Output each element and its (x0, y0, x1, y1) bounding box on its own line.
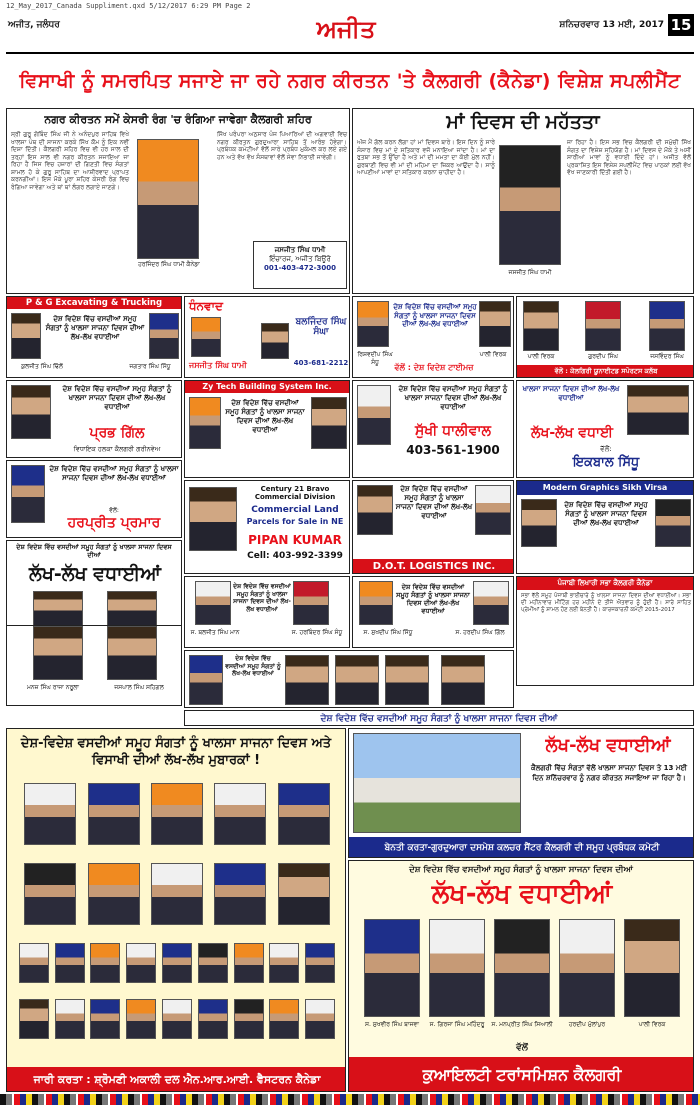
header-date: ਸ਼ਨਿਚਰਵਾਰ 13 ਮਈ, 2017 (559, 20, 664, 30)
ad-greeting: ਖਾਲਸਾ ਸਾਜਨਾ ਦਿਵਸ ਦੀਆਂ ਲੱਖ-ਲੱਖ ਵਧਾਈਆਂ (522, 385, 620, 402)
header-left-text: ਅਜੀਤ, ਜਲੰਧਰ (8, 20, 60, 30)
person-name: ਪਾਲੀ ਵਿਰਕ (638, 1021, 666, 1028)
member-photo (19, 943, 49, 983)
ad-dhanvad-name: ਜਸਜੀਤ ਸਿੰਘ ਧਾਮੀ (189, 361, 247, 370)
ad-role: ਵਿਧਾਇਕ ਹਲਕਾ ਕੈਲਗਰੀ ਗਰੀਨਵੇਅ (73, 445, 161, 453)
member-photo (305, 999, 335, 1039)
person-photo (11, 385, 51, 439)
ad-from: ਵੱਲੋਂ : ਦੇਸ਼ ਵਿਦੇਸ਼ ਟਾਈਮਜ਼ (394, 363, 474, 372)
ad-right-name: ਬਲਜਿੰਦਰ ਸਿੰਘ ਸੰਘਾ (295, 317, 347, 337)
article2-body-col1: ਅੱਜ ਮੈਂ ਗੱਲ ਕਰਨ ਲੱਗਾ ਹਾਂ ਮਾਂ ਦਿਵਸ ਬਾਰੇ। ਇਸ ਦਿਨ ਨੂੰ ਸਾਰੇ ਸੰਸਾਰ ਵਿਚ ਮਾਂ ਦੇ ਸਤਿਕਾਰ ਵਜੋਂ ਮਨਾਇਆ ਜਾਂਦਾ ਹੈ। ਮਾਂ ਦਾ ਰੁਤਬਾ ਸਭ ਤੋਂ ਉੱਚਾ ਹੈ ਅਤੇ ਮਾਂ ਦੀ ਮਮਤਾ ਦਾ ਕੋਈ ਮੁੱਲ ਨਹੀਂ। ਗੁਰਬਾਣੀ ਵਿਚ ਵੀ ਮਾਂ ਦੀ ਮਹਿਮਾ ਦਾ ਜ਼ਿਕਰ ਆਉਂਦਾ ਹੈ। ਸਾਨੂੰ ਆਪਣੀਆਂ ਮਾਵਾਂ ਦਾ ਸਤਿਕਾਰ ਕਰਨਾ ਚਾਹੀਦਾ ਹੈ। (357, 139, 495, 176)
ad-footer: ਬੇਨਤੀ ਕਰਤਾ-ਗੁਰਦੁਆਰਾ ਦਸਮੇਸ਼ ਕਲਚਰ ਸੈਂਟਰ ਕੈਲਗਰੀ ਦੀ ਸਮੂਹ ਪ੍ਰਬੰਧਕ ਕਮੇਟੀ (349, 837, 694, 858)
ad-pg-excavating (6, 296, 182, 378)
person-photo (261, 323, 289, 359)
ad-greeting: ਦੇਸ਼ ਵਿਦੇਸ਼ ਵਿੱਚ ਵਸਦੀਆਂ ਸਮੂਹ ਸੰਗਤਾਂ ਨੂੰ ਖਾਲਸਾ ਸਾਜਨਾ ਦਿਵਸ ਦੀਆਂ ਲੱਖ-ਲੱਖ ਵਧਾਈਆਂ (393, 303, 477, 328)
member-photo (19, 999, 49, 1039)
member-photo (234, 999, 264, 1039)
ad-title: Modern Graphics Sikh Virsa (517, 481, 693, 495)
ad-from: ਵੱਲੋਂ : ਕੇਲਗਿਰੀ ਯੂਨਾਈਟਡ ਸਪੋਰਟਸ ਕਲੱਬ (517, 365, 694, 378)
person-photo (33, 591, 83, 626)
ad-sukhi-dhaliwal (352, 380, 514, 478)
member-photo (269, 943, 299, 983)
member-photo (90, 943, 120, 983)
member-photo (198, 999, 228, 1039)
member-photo (162, 943, 192, 983)
ad-footer: ਕੁਆਇਲਟੀ ਟਰਾਂਸਮਿਸ਼ਨ ਕੈਲਗਰੀ (349, 1057, 694, 1092)
ad-sports-club (516, 296, 694, 378)
member-photo (55, 943, 85, 983)
ad-body-text: ਸਭਾ ਵੱਲੋਂ ਸਮੂਹ ਪੰਜਾਬੀ ਭਾਈਚਾਰੇ ਨੂੰ ਖਾਲਸਾ ਸਾਜਨਾ ਦਿਵਸ ਦੀਆਂ ਵਧਾਈਆਂ। ਸਭਾ ਦੀ ਮਹੀਨਾਵਾਰ ਮੀਟਿੰਗ ਹਰ ਮਹੀਨੇ ਦੇ ਤੀਜੇ ਐਤਵਾਰ ਨੂੰ ਹੁੰਦੀ ਹੈ। ਸਾਰੇ ਸਾਹਿਤ ਪ੍ਰੇਮੀਆਂ ਨੂੰ ਸ਼ਾਮਲ ਹੋਣ ਲਈ ਬੇਨਤੀ ਹੈ। ਕਾਰਜਕਾਰਨੀ ਕਮੇਟੀ 2015-2017 (521, 593, 691, 613)
ad-greeting: ਦੇਸ਼ ਵਿਦੇਸ਼ ਵਿੱਚ ਵਸਦੀਆਂ ਸਮੂਹ ਸੰਗਤਾਂ ਨੂੰ ਖਾਲਸਾ ਸਾਜਨਾ ਦਿਵਸ ਦੀਆਂ ਲੱਖ-ਲੱਖ ਵਧਾਈਆਂ (233, 583, 291, 613)
member-photo (162, 999, 192, 1039)
ad-des-videsh-times (352, 296, 514, 378)
person-name: ਪਾਲੀ ਵਿਰਕ (527, 353, 555, 360)
person-photo (285, 655, 329, 705)
person-photo (191, 317, 221, 357)
member-photo (126, 943, 156, 983)
member-photo (24, 863, 76, 925)
person-photo (627, 385, 689, 435)
ad-greeting: ਦੇਸ਼ ਵਿਦੇਸ਼ ਵਿੱਚ ਵਸਦੀਆਂ ਸਮੂਹ ਸੰਗਤਾਂ ਨੂੰ ਖਾਲਸਾ ਸਾਜਨਾ ਦਿਵਸ ਦੀਆਂ ਲੱਖ-ਲੱਖ ਵਧਾਈਆਂ (564, 501, 648, 527)
article-mothers-day (352, 108, 694, 294)
quality-photo-row (355, 919, 689, 1039)
person-photo (357, 485, 393, 535)
article2-photo-caption: ਜਸਜੀਤ ਸਿੰਘ ਧਾਮੀ (508, 269, 552, 276)
person-photo (357, 385, 391, 445)
ad-title: Zy Tech Building System Inc. (185, 381, 349, 393)
member-photo (198, 943, 228, 983)
ad-name: ਹਰਪ੍ਰੀਤ ਪ੍ਰਮਾਰ (67, 515, 161, 531)
person-photo (293, 581, 329, 625)
ad-name: PIPAN KUMAR (248, 533, 342, 547)
person-photo (559, 919, 615, 1017)
person-name: ਮਨਜ਼ ਸਿੰਘ ਰਾਜਾ ਨਰੂਲਾ (26, 684, 80, 691)
ad-phone: Cell: 403-992-3399 (247, 551, 343, 561)
ad-big-title: ਲੱਖ-ਲੱਖ ਵਧਾਈਆਂ (545, 735, 671, 756)
person-photo (494, 919, 550, 1017)
author-role: ਇੰਚਾਰਜ, ਅਜੀਤ ਬਿਊਰੋ (269, 255, 331, 263)
ad-title: P & G Excavating & Trucking (7, 297, 181, 309)
ad-big-wish: ਲੱਖ-ਲੱਖ ਵਧਾਈ (531, 425, 613, 441)
gurdwara-photo (353, 733, 521, 833)
page-header (6, 14, 694, 54)
ad-greeting: ਦੇਸ਼ ਵਿਦੇਸ਼ ਵਿੱਚ ਵਸਦੀਆਂ ਸਮੂਹ ਸੰਗਤਾਂ ਨੂੰ ਖਾਲਸਾ ਸਾਜਨਾ ਦਿਵਸ ਦੀਆਂ ਲੱਖ-ਲੱਖ ਵਧਾਈਆਂ (395, 485, 473, 520)
ad-line: Parcels for Sale in NE (246, 517, 344, 526)
person-name: ਰਿਸ਼ਵਦੀਪ ਸਿੰਘ ਸੰਧੂ (357, 351, 393, 366)
person-name: ਸ. ਹਰਬਿੰਦਰ ਸਿੰਘ ਸੰਧੂ (291, 629, 343, 636)
person-photo (624, 919, 680, 1017)
ad-from: ਵੱਲੋਂ: (109, 507, 119, 514)
person-photo (149, 313, 179, 359)
ad-footer: ਜਾਰੀ ਕਰਤਾ : ਸ਼੍ਰੋਮਣੀ ਅਕਾਲੀ ਦਲ ਐਨ.ਆਰ.ਆਈ. ਵੈਸਟਰਨ ਕੈਨੇਡਾ (7, 1067, 346, 1092)
author-box (253, 241, 347, 289)
ad-greeting: ਦੇਸ਼ ਵਿਦੇਸ਼ ਵਿੱਚ ਵਸਦੀਆਂ ਸਮੂਹ ਸੰਗਤਾਂ ਨੂੰ ਖਾਲਸਾ ਸਾਜਨਾ ਦਿਵਸ ਦੀਆਂ ਲੱਖ-ਲੱਖ ਵਧਾਈਆਂ (396, 583, 470, 615)
person-photo (655, 499, 691, 547)
ad-name: ਪ੍ਰਭ ਗਿੱਲ (89, 425, 145, 441)
member-photo (234, 943, 264, 983)
member-photo (214, 783, 266, 845)
author-phone: 001-403-472-3000 (263, 264, 337, 272)
person-name: ਸ. ਮਨਪ੍ਰੀਤ ਸਿੰਘ ਸਿਆਲੀ (491, 1021, 553, 1028)
person-photo (479, 301, 511, 347)
member-photo (305, 943, 335, 983)
person-name: ਗੁਰਦੀਪ ਸਿੰਘ (588, 353, 618, 360)
article2-title: ਮਾਂ ਦਿਵਸ ਦੀ ਮਹੱਤਤਾ (446, 111, 600, 133)
member-photo (278, 783, 330, 845)
person-photo (11, 313, 41, 359)
ad-phone: 403-681-2212 (293, 359, 349, 367)
person-photo (33, 626, 83, 680)
ad-dot-logistics (352, 480, 514, 574)
ad-title: ਪੰਜਾਬੀ ਲਿਖਾਰੀ ਸਭਾ ਕੈਲਗਰੀ ਕੈਨੇਡਾ (517, 577, 693, 590)
person-photo (473, 581, 509, 625)
person-photo (11, 465, 45, 523)
person-name: ਸ. ਗਿਰਜਾ ਸਿੰਘ ਮਹਿੰਦਰੂ (429, 1021, 485, 1028)
person-photo (521, 499, 557, 547)
person-photo (649, 301, 685, 351)
ad-big-title: ਲੱਖ-ਲੱਖ ਵਧਾਈਆਂ (29, 563, 161, 585)
ad-punjabi-likhari-sabha (516, 576, 694, 686)
person-photo (357, 301, 389, 347)
person-name: ਕੁਲਜੀਤ ਸਿੰਘ ਢਿੱਲੋਂ (21, 363, 63, 370)
article-body-col1: ਸ੍ਰੀ ਗੁਰੂ ਗੋਬਿੰਦ ਸਿੰਘ ਜੀ ਨੇ ਅਨੰਦਪੁਰ ਸਾਹਿਬ ਵਿਖੇ ਖਾਲਸਾ ਪੰਥ ਦੀ ਸਾਜਨਾ ਕਰਕੇ ਸਿੱਖ ਕੌਮ ਨੂੰ ਇਕ ਨਵੀਂ ਦਿਸ਼ਾ ਦਿੱਤੀ। ਕੈਲਗਰੀ ਸ਼ਹਿਰ ਵਿਚ ਵੀ ਹਰ ਸਾਲ ਦੀ ਤਰ੍ਹਾਂ ਇਸ ਸਾਲ ਵੀ ਨਗਰ ਕੀਰਤਨ ਸਜਾਇਆ ਜਾ ਰਿਹਾ ਹੈ ਜਿਸ ਵਿਚ ਹਜ਼ਾਰਾਂ ਦੀ ਗਿਣਤੀ ਵਿਚ ਸੰਗਤਾਂ ਸ਼ਾਮਲ ਹੋ ਕੇ ਗੁਰੂ ਸਾਹਿਬ ਦਾ ਆਸ਼ੀਰਵਾਦ ਪ੍ਰਾਪਤ ਕਰਨਗੀਆਂ। ਇਸ ਮੌਕੇ ਪੂਰਾ ਸ਼ਹਿਰ ਕੇਸਰੀ ਰੰਗ ਵਿਚ ਰੰਗਿਆ ਜਾਵੇਗਾ ਅਤੇ ਥਾਂ ਥਾਂ ਲੰਗਰ ਲਗਾਏ ਜਾਣਗੇ। (11, 131, 129, 191)
color-registration-strip (0, 1094, 700, 1105)
person-photo (385, 655, 429, 705)
member-photo (151, 863, 203, 925)
person-photo (107, 626, 157, 680)
member-photo (269, 999, 299, 1039)
article-body-col2: ਸਿੱਖ ਪਰੰਪਰਾ ਅਨੁਸਾਰ ਪੰਜ ਪਿਆਰਿਆਂ ਦੀ ਅਗਵਾਈ ਵਿਚ ਨਗਰ ਕੀਰਤਨ ਗੁਰਦੁਆਰਾ ਸਾਹਿਬ ਤੋਂ ਆਰੰਭ ਹੋਵੇਗਾ। ਪ੍ਰਬੰਧਕ ਕਮੇਟੀਆਂ ਵੱਲੋਂ ਸਾਰੇ ਪ੍ਰਬੰਧ ਮੁਕੰਮਲ ਕਰ ਲਏ ਗਏ ਹਨ ਅਤੇ ਵੱਖ ਵੱਖ ਸੰਸਥਾਵਾਂ ਵੱਲੋਂ ਸੇਵਾ ਨਿਭਾਈ ਜਾਵੇਗੀ। (217, 131, 347, 161)
ad-big-title: ਲੱਖ-ਲੱਖ ਵਧਾਈਆਂ (431, 879, 613, 909)
person-name: ਜਸਵਿੰਦਰ ਸਿੰਘ (650, 353, 684, 360)
member-photo (88, 783, 140, 845)
ad-harpreet-parmar (6, 460, 182, 538)
person-photo (189, 397, 221, 449)
ad-line: Commercial Land (251, 505, 339, 515)
ad-body: ਕੈਲਗਰੀ ਵਿੱਚ ਸੰਗਤਾਂ ਵੱਲੋਂ ਖਾਲਸਾ ਸਾਜਨਾ ਦਿਵਸ ਤੇ 13 ਮਈ ਦਿਨ ਸ਼ਨਿੱਚਰਵਾਰ ਨੂੰ ਨਗਰ ਕੀਰਤਨ ਸਜਾਇਆ ਜਾ ਰਿਹਾ ਹੈ। (531, 764, 687, 782)
ad-dhanvad (184, 296, 350, 378)
person-photo (441, 655, 485, 705)
article2-photo (499, 145, 561, 265)
person-name: ਸ. ਬਲਜੀਤ ਸਿੰਘ ਮਾਨ (190, 629, 240, 636)
member-photo-grid (13, 783, 341, 1053)
masthead-logo: ਅਜੀਤ (316, 14, 376, 43)
ad-lakh-lakh-1-photos (6, 626, 182, 706)
article-title: ਨਗਰ ਕੀਰਤਨ ਸਮੇਂ ਕੇਸਰੀ ਰੰਗ 'ਚ ਰੰਗਿਆ ਜਾਵੇਗਾ ਕੈਲਗਰੀ ਸ਼ਹਿਰ (44, 113, 312, 126)
person-photo (475, 485, 511, 535)
article-photo (137, 139, 199, 259)
person-name: ਸ. ਸੁਖਦੀਪ ਸਿੰਘ ਸਿੱਧੂ (363, 629, 413, 636)
author-name: ਜਸਜੀਤ ਸਿੰਘ ਧਾਮੀ (274, 246, 326, 254)
ad-mid-group (184, 650, 514, 708)
person-photo (364, 919, 420, 1017)
greeting-strip: ਦੇਸ਼ ਵਿਦੇਸ਼ ਵਿੱਚ ਵਸਦੀਆਂ ਸਮੂਹ ਸੰਗਤਾਂ ਨੂੰ ਖਾਲਸਾ ਸਾਜਨਾ ਦਿਵਸ ਦੀਆਂ (184, 710, 694, 726)
ad-title: ਦੇਸ਼-ਵਿਦੇਸ਼ ਵਸਦੀਆਂ ਸਮੂਹ ਸੰਗਤਾਂ ਨੂੰ ਖਾਲਸਾ ਸਾਜਨਾ ਦਿਵਸ ਅਤੇ ਵਿਸਾਖੀ ਦੀਆਂ ਲੱਖ-ਲੱਖ ਮੁਬਾਰਕਾਂ ! (20, 736, 332, 768)
ad-modern-graphics (516, 480, 694, 574)
member-photo (90, 999, 120, 1039)
article-nagar-kirtan (6, 108, 350, 294)
ad-greeting: ਦੇਸ਼ ਵਿਦੇਸ਼ ਵਿੱਚ ਵਸਦੀਆਂ ਸਮੂਹ ਸੰਗਤਾਂ ਨੂੰ ਖਾਲਸਾ ਸਾਜਨਾ ਦਿਵਸ ਦੀਆਂ ਲੱਖ-ਲੱਖ ਵਧਾਈਆਂ (45, 315, 145, 341)
member-photo (126, 999, 156, 1039)
ad-greeting: ਦੇਸ਼ ਵਿਦੇਸ਼ ਵਿੱਚ ਵਸਦੀਆਂ ਸਮੂਹ ਸੰਗਤਾਂ ਨੂੰ ਖਾਲਸਾ ਸਾਜਨਾ ਦਿਵਸ ਦੀਆਂ (409, 865, 633, 875)
ad-from: ਵੱਲੋਂ: (600, 445, 612, 453)
member-photo (214, 863, 266, 925)
ad-greeting: ਦੇਸ਼ ਵਿਦੇਸ਼ ਵਿੱਚ ਵਸਦੀਆਂ ਸਮੂਹ ਸੰਗਤਾਂ ਨੂੰ ਖਾਲਸਾ ਸਾਜਨਾ ਦਿਵਸ ਦੀਆਂ (16, 543, 172, 559)
person-name: ਪਾਲੀ ਵਿਰਕ (479, 351, 507, 358)
ad-gurdwara (348, 728, 694, 858)
ad-greeting: ਦੇਸ਼ ਵਿਦੇਸ਼ ਵਿੱਚ ਵਸਦੀਆਂ ਸਮੂਹ ਸੰਗਤਾਂ ਨੂੰ ਖਾਲਸਾ ਸਾਜਨਾ ਦਿਵਸ ਦੀਆਂ ਲੱਖ-ਲੱਖ ਵਧਾਈਆਂ (62, 385, 172, 411)
person-photo (335, 655, 379, 705)
person-photo (189, 487, 237, 551)
ad-greeting: ਦੇਸ਼ ਵਿਦੇਸ਼ ਵਿੱਚ ਵਸਦੀਆਂ ਸਮੂਹ ਸੰਗਤਾਂ ਨੂੰ ਖਾਲਸਾ ਸਾਜਨਾ ਦਿਵਸ ਦੀਆਂ ਲੱਖ-ਲੱਖ ਵਧਾਈਆਂ (49, 465, 179, 482)
ad-name: ਇਕਬਾਲ ਸਿੱਧੂ (572, 455, 640, 470)
member-photo (88, 863, 140, 925)
ad-prabh-gill (6, 380, 182, 458)
member-photo (278, 863, 330, 925)
article-photo-caption: ਹਰਜਿੰਦਰ ਸਿੰਘ ਧਾਮੀ ਕੈਨੇਡਾ (138, 261, 200, 268)
page-headline: ਵਿਸਾਖੀ ਨੂੰ ਸਮਰਪਿਤ ਸਜਾਏ ਜਾ ਰਹੇ ਨਗਰ ਕੀਰਤਨ 'ਤੇ ਕੈਲਗਰੀ (ਕੈਨੇਡਾ) ਵਿਸ਼ੇਸ਼ ਸਪਲੀਮੈਂਟ (19, 70, 681, 92)
ad-lakh-lakh-1-intro (6, 540, 182, 626)
ad-name: ਸੁੱਖੀ ਧਾਲੀਵਾਲ (414, 423, 492, 439)
person-photo (523, 301, 559, 351)
member-photo (24, 783, 76, 845)
member-photo (55, 999, 85, 1039)
ad-phone: 403-561-1900 (406, 443, 500, 457)
article2-body-col2: ਜਾ ਰਿਹਾ ਹੈ। ਇਸ ਸਭ ਵਿਚ ਕੈਲਗਰੀ ਦੀ ਸਮੁੱਚੀ ਸਿੱਖ ਸੰਗਤ ਦਾ ਵਿਸ਼ੇਸ਼ ਸਹਿਯੋਗ ਹੈ। ਮਾਂ ਦਿਵਸ ਦੇ ਮੌਕੇ ਤੇ ਅਸੀਂ ਸਾਰੀਆਂ ਮਾਵਾਂ ਨੂੰ ਵਧਾਈ ਦਿੰਦੇ ਹਾਂ। ਅਜੀਤ ਵੱਲੋਂ ਪ੍ਰਕਾਸ਼ਿਤ ਇਸ ਵਿਸ਼ੇਸ਼ ਸਪਲੀਮੈਂਟ ਵਿਚ ਪਾਠਕਾਂ ਲਈ ਵੱਖ ਵੱਖ ਜਾਣਕਾਰੀ ਦਿੱਤੀ ਗਈ ਹੈ। (567, 139, 691, 176)
ad-dhanvad-title: ਧੰਨਵਾਦ (189, 299, 223, 313)
person-photo (429, 919, 485, 1017)
person-name: ਹਰਦੀਪ ਮੁੱਲਾਂਪੁਰ (568, 1021, 606, 1028)
ad-iqbal-sidhu (516, 380, 694, 478)
page-number: 15 (668, 14, 694, 36)
ad-greeting: ਦੇਸ਼ ਵਿਦੇਸ਼ ਵਿੱਚ ਵਸਦੀਆਂ ਸਮੂਹ ਸੰਗਤਾਂ ਨੂੰ ਖਾਲਸਾ ਸਾਜਨਾ ਦਿਵਸ ਦੀਆਂ ਲੱਖ-ਲੱਖ ਵਧਾਈਆਂ (225, 399, 305, 434)
ad-mid-pair-2 (352, 576, 514, 648)
ad-title: Century 21 Bravo Commercial Division (254, 485, 336, 501)
person-photo (311, 397, 347, 449)
person-name: ਸ. ਸੁਖਵੀਰ ਸਿੰਘ ਬਾਜਵਾ (365, 1021, 419, 1028)
person-name: ਜਗਤਾਰ ਸਿੰਘ ਸਿੱਧੂ (129, 363, 171, 370)
ad-akali-dal (6, 728, 346, 1092)
ad-century21 (184, 480, 350, 574)
person-name: ਸ. ਹਰਦੀਪ ਸਿੰਘ ਗਿੱਲ (455, 629, 505, 636)
ad-zytech (184, 380, 350, 478)
file-info-line: 12_May_2017_Canada Suppliment.qxd 5/12/2017 6:29 PM Page 2 (6, 2, 251, 10)
member-photo (151, 783, 203, 845)
ad-title: D.O.T. LOGISTICS INC. (353, 559, 514, 574)
ad-mid-pair-1 (184, 576, 350, 648)
person-photo (585, 301, 621, 351)
person-photo (107, 591, 157, 626)
person-name: ਜਸਪਾਲ ਸਿੰਘ ਸਹਿਗਲ (114, 684, 164, 691)
person-photo (195, 581, 231, 625)
ad-greeting: ਦੇਸ਼ ਵਿਦੇਸ਼ ਵਿੱਚ ਵਸਦੀਆਂ ਸਮੂਹ ਸੰਗਤਾਂ ਨੂੰ ਲੱਖ-ਲੱਖ ਵਧਾਈਆਂ (225, 655, 281, 677)
ad-from: ਵੱਲੋਂ (516, 1043, 528, 1053)
person-photo (189, 655, 223, 705)
person-photo (359, 581, 393, 625)
ad-quality-transmission (348, 860, 694, 1092)
ad-greeting: ਦੇਸ਼ ਵਿਦੇਸ਼ ਵਿੱਚ ਵਸਦੀਆਂ ਸਮੂਹ ਸੰਗਤਾਂ ਨੂੰ ਖਾਲਸਾ ਸਾਜਨਾ ਦਿਵਸ ਦੀਆਂ ਲੱਖ-ਲੱਖ ਵਧਾਈਆਂ (398, 385, 508, 411)
